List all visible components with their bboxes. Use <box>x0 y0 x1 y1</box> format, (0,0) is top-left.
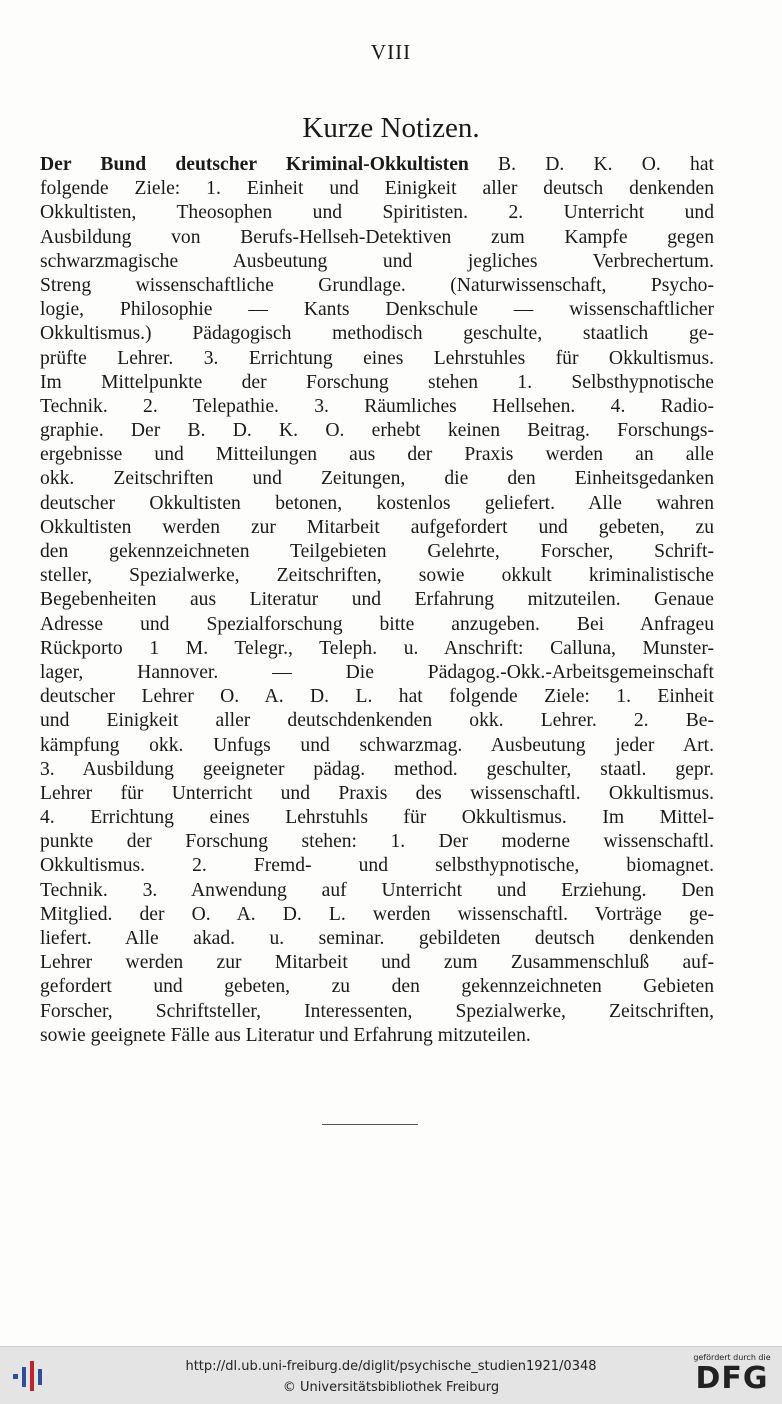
text-line: okk. Zeitschriften und Zeitungen, die den Einheitsgedanken <box>40 468 714 490</box>
text-line: deutscher Okkultisten betonen, kostenlos geliefert. Alle wahren <box>40 492 714 514</box>
end-rule-divider <box>322 1124 418 1125</box>
text-line-0: B. D. K. O. hat <box>468 154 714 175</box>
text-line <box>40 153 714 177</box>
text-line: liefert. Alle akad. u. seminar. gebildeten deutsch denkenden <box>40 928 714 949</box>
text-line: schwarzmagische Ausbeutung und jegliches Verbrechertum. <box>40 250 714 272</box>
text-line: Lehrer werden zur Mitarbeit und zum Zusammenschluß auf- <box>40 952 714 974</box>
text-line: lager, Hannover. — Die Pädagog.-Okk.-Arbeitsgemeinschaft <box>40 661 714 683</box>
text-line: Okkultismus.) Pädagogisch methodisch geschulte, staatlich ge- <box>40 323 714 345</box>
text-line: Begebenheiten aus Literatur und Erfahrung mitzuteilen. Genaue <box>40 589 714 611</box>
text-line: punkte der Forschung stehen: 1. Der moderne wissenschaftl. <box>40 831 714 853</box>
text-line: Im Mittelpunkte der Forschung stehen 1. Selbsthypnotische <box>40 371 714 393</box>
text-line: deutscher Lehrer O. A. D. L. hat folgende Ziele: 1. Einheit <box>40 686 714 708</box>
text-line: sowie geeignete Fälle aus Literatur und Erfahrung mitzuteilen. <box>40 1024 531 1046</box>
text-line: Technik. 3. Anwendung auf Unterricht und Erziehung. Den <box>40 879 714 901</box>
page-title: Kurze Notizen. <box>302 112 480 144</box>
text-line: den gekennzeichneten Teilgebieten Gelehrte, Forscher, Schrift- <box>40 541 714 562</box>
text-line: Okkultismus. 2. Fremd- und selbsthypnotische, biomagnet. <box>40 855 714 877</box>
article-body <box>40 153 714 1048</box>
text-line: Lehrer für Unterricht und Praxis des wissenschaftl. Okkultismus. <box>40 782 714 804</box>
text-line: 3. Ausbildung geeigneter pädag. method. geschulter, staatl. gepr. <box>40 758 714 780</box>
text-line: Mitglied. der O. A. D. L. werden wissenschaftl. Vorträge ge- <box>40 903 714 925</box>
text-line: 4. Errichtung eines Lehrstuhls für Okkultismus. Im Mittel- <box>40 807 714 829</box>
text-line: Okkultisten, Theosophen und Spiritisten. 2. Unterricht und <box>40 202 714 224</box>
text-line: logie, Philosophie — Kants Denkschule — wissenschaftlicher <box>40 299 714 321</box>
text-line: prüfte Lehrer. 3. Errichtung eines Lehrstuhles für Okkultismus. <box>40 347 714 369</box>
dfg-logo[interactable] <box>692 1353 772 1399</box>
text-line: gefordert und gebeten, zu den gekennzeichneten Gebieten <box>40 976 714 998</box>
text-line: graphie. Der B. D. K. O. erhebt keinen Beitrag. Forschungs- <box>40 420 714 442</box>
text-line: Okkultisten werden zur Mitarbeit aufgefordert und gebeten, zu <box>40 516 714 538</box>
text-line: Streng wissenschaftliche Grundlage. (Naturwissenschaft, Psycho- <box>40 274 714 296</box>
text-line: ergebnisse und Mitteilungen aus der Praxis werden an alle <box>40 444 714 466</box>
text-line: Ausbildung von Berufs-Hellseh-Detektiven zum Kampfe gegen <box>40 226 714 248</box>
text-line: steller, Spezialwerke, Zeitschriften, sowie okkult kriminalistische <box>40 565 714 587</box>
text-line: Adresse und Spezialforschung bitte anzugeben. Bei Anfrageu <box>40 613 714 635</box>
footer-copyright: © Universitätsbibliothek Freiburg <box>282 1380 500 1395</box>
text-line: und Einigkeit aller deutschdenkenden okk. Lehrer. 2. Be- <box>40 710 714 732</box>
footer-url-link[interactable]: http://dl.ub.uni-freiburg.de/diglit/psychische_studien1921/0348 <box>185 1359 597 1374</box>
text-line: folgende Ziele: 1. Einheit und Einigkeit aller deutsch denkenden <box>40 178 714 200</box>
dfg-caption: gefördert durch die <box>693 1353 771 1362</box>
lead-bold-text: Der Bund deutscher Kriminal-Okkultisten <box>40 154 469 175</box>
footer-bar <box>0 1346 782 1404</box>
text-line: kämpfung okk. Unfugs und schwarzmag. Ausbeutung jeder Art. <box>40 734 714 756</box>
page-number: VIII <box>370 40 412 64</box>
text-line: Rückporto 1 M. Telegr., Teleph. u. Anschrift: Calluna, Munster- <box>40 637 714 659</box>
dfg-mark: DFG <box>695 1361 769 1396</box>
text-line: Forscher, Schriftsteller, Interessenten, Spezialwerke, Zeitschriften, <box>40 1000 714 1022</box>
text-line: Technik. 2. Telepathie. 3. Räumliches Hellsehen. 4. Radio- <box>40 395 714 417</box>
